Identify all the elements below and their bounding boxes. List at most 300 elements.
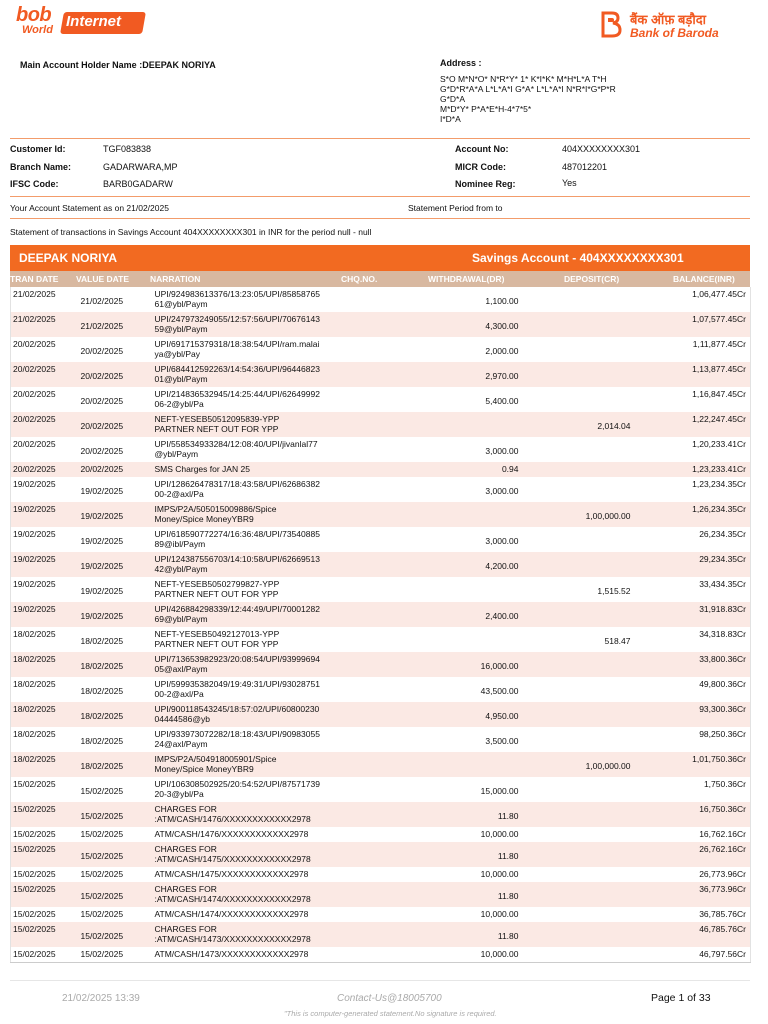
balance-cell: 29,234.35Cr <box>633 552 751 577</box>
withdrawal-cell: 4,300.00 <box>419 312 521 337</box>
chq-cell <box>343 652 419 677</box>
address-line: I*D*A <box>440 114 461 124</box>
value-date-cell: 18/02/2025 <box>79 627 153 652</box>
deposit-cell: 518.47 <box>521 627 633 652</box>
deposit-cell <box>521 602 633 627</box>
tran-date-cell: 20/02/2025 <box>11 387 79 412</box>
balance-cell: 36,773.96Cr <box>633 882 751 907</box>
balance-cell: 98,250.36Cr <box>633 727 751 752</box>
chq-cell <box>343 827 419 842</box>
narration-line: :ATM/CASH/1476/XXXXXXXXXXXX2978 <box>154 814 311 824</box>
col-value-date: VALUE DATE <box>76 274 130 284</box>
table-row <box>11 947 751 962</box>
col-chq-no: CHQ.NO. <box>341 274 378 284</box>
deposit-cell <box>521 922 633 947</box>
value-date-cell: 18/02/2025 <box>79 702 153 727</box>
narration-cell <box>153 702 343 727</box>
narration-line: UPI/124387556703/14:10:58/UPI/62669513 <box>154 554 320 564</box>
narration-line: 24@axl/Paym <box>154 739 208 749</box>
deposit-cell <box>521 907 633 922</box>
withdrawal-cell <box>419 502 521 527</box>
chq-cell <box>343 602 419 627</box>
narration-cell <box>153 337 343 362</box>
withdrawal-cell: 11.80 <box>419 882 521 907</box>
address-line: S*O M*N*O* N*R*Y* 1* K*I*K* M*H*L*A T*H <box>440 74 607 84</box>
chq-cell <box>343 907 419 922</box>
withdrawal-cell: 3,000.00 <box>419 437 521 462</box>
nominee-label: Nominee Reg: <box>455 179 516 189</box>
value-date-cell: 19/02/2025 <box>79 502 153 527</box>
balance-cell: 46,785.76Cr <box>633 922 751 947</box>
tran-date-cell: 20/02/2025 <box>11 337 79 362</box>
chq-cell <box>343 412 419 437</box>
tran-date-cell: 20/02/2025 <box>11 437 79 462</box>
narration-line: UPI/214836532945/14:25:44/UPI/62649992 <box>154 389 320 399</box>
balance-cell: 36,785.76Cr <box>633 907 751 922</box>
table-row <box>11 677 751 702</box>
table-row <box>11 527 751 552</box>
account-no-value: 404XXXXXXXX301 <box>562 144 641 154</box>
balance-cell: 93,300.36Cr <box>633 702 751 727</box>
statement-description: Statement of transactions in Savings Account 404XXXXXXXX301 in INR for the period null - null <box>10 227 372 237</box>
chq-cell <box>343 552 419 577</box>
bob-logo-text: bob <box>16 4 52 26</box>
withdrawal-cell <box>419 412 521 437</box>
table-row <box>11 477 751 502</box>
narration-cell <box>153 652 343 677</box>
micr-value: 487012201 <box>562 162 608 172</box>
narration-cell <box>153 362 343 387</box>
narration-line: 00-2@axl/Pa <box>154 489 204 499</box>
table-row <box>11 502 751 527</box>
balance-cell: 1,16,847.45Cr <box>633 387 751 412</box>
deposit-cell <box>521 677 633 702</box>
balance-cell: 31,918.83Cr <box>633 602 751 627</box>
narration-line: 00-2@axl/Pa <box>154 689 204 699</box>
narration-line: Money/Spice MoneyYBR9 <box>154 514 254 524</box>
tran-date-cell: 20/02/2025 <box>11 462 79 477</box>
narration-cell <box>153 477 343 502</box>
withdrawal-cell: 3,500.00 <box>419 727 521 752</box>
narration-cell <box>153 502 343 527</box>
value-date-cell: 19/02/2025 <box>79 577 153 602</box>
tran-date-cell: 21/02/2025 <box>11 312 79 337</box>
narration-line: @ybl/Paym <box>154 449 199 459</box>
value-date-cell: 20/02/2025 <box>79 362 153 387</box>
branch-label: Branch Name: <box>10 162 72 172</box>
withdrawal-cell <box>419 752 521 777</box>
internet-badge-text: Internet <box>66 13 122 30</box>
narration-cell <box>153 602 343 627</box>
deposit-cell <box>521 702 633 727</box>
table-row <box>11 727 751 752</box>
narration-line: ATM/CASH/1473/XXXXXXXXXXXX2978 <box>154 949 309 959</box>
balance-cell: 1,23,234.35Cr <box>633 477 751 502</box>
table-row <box>11 882 751 907</box>
deposit-cell <box>521 727 633 752</box>
tran-date-cell: 19/02/2025 <box>11 552 79 577</box>
ifsc-label: IFSC Code: <box>10 179 59 189</box>
tran-date-cell: 18/02/2025 <box>11 727 79 752</box>
value-date-cell: 20/02/2025 <box>79 437 153 462</box>
value-date-cell: 15/02/2025 <box>79 827 153 842</box>
narration-line: UPI/924983613376/13:23:05/UPI/85858765 <box>154 289 320 299</box>
account-no-label: Account No: <box>455 144 509 154</box>
deposit-cell <box>521 477 633 502</box>
col-withdrawal: WITHDRAWAL(DR) <box>428 274 505 284</box>
narration-line: 20-3@ybl/Pa <box>154 789 204 799</box>
withdrawal-cell: 15,000.00 <box>419 777 521 802</box>
tran-date-cell: 21/02/2025 <box>11 287 79 312</box>
chq-cell <box>343 777 419 802</box>
tran-date-cell: 18/02/2025 <box>11 677 79 702</box>
chq-cell <box>343 337 419 362</box>
divider <box>10 218 750 219</box>
narration-cell <box>153 387 343 412</box>
value-date-cell: 20/02/2025 <box>79 462 153 477</box>
withdrawal-cell: 5,400.00 <box>419 387 521 412</box>
narration-line: ATM/CASH/1474/XXXXXXXXXXXX2978 <box>154 909 309 919</box>
withdrawal-cell: 1,100.00 <box>419 287 521 312</box>
tran-date-cell: 18/02/2025 <box>11 627 79 652</box>
table-row <box>11 552 751 577</box>
customer-id-label: Customer Id: <box>10 144 66 154</box>
withdrawal-cell: 10,000.00 <box>419 827 521 842</box>
balance-cell: 26,773.96Cr <box>633 867 751 882</box>
deposit-cell <box>521 527 633 552</box>
balance-cell: 1,22,247.45Cr <box>633 412 751 437</box>
value-date-cell: 15/02/2025 <box>79 777 153 802</box>
tran-date-cell: 15/02/2025 <box>11 842 79 867</box>
table-row <box>11 842 751 867</box>
value-date-cell: 21/02/2025 <box>79 312 153 337</box>
value-date-cell: 15/02/2025 <box>79 907 153 922</box>
narration-line: UPI/426884298339/12:44:49/UPI/70001282 <box>154 604 320 614</box>
value-date-cell: 15/02/2025 <box>79 922 153 947</box>
deposit-cell <box>521 362 633 387</box>
narration-cell <box>153 627 343 652</box>
narration-line: NEFT-YESEB50512095839-YPP <box>154 414 280 424</box>
deposit-cell: 2,014.04 <box>521 412 633 437</box>
withdrawal-cell <box>419 627 521 652</box>
narration-line: IMPS/P2A/505015009886/Spice <box>154 504 277 514</box>
value-date-cell: 18/02/2025 <box>79 652 153 677</box>
table-row <box>11 412 751 437</box>
balance-cell: 1,26,234.35Cr <box>633 502 751 527</box>
value-date-cell: 15/02/2025 <box>79 882 153 907</box>
narration-cell <box>153 842 343 867</box>
narration-cell <box>153 922 343 947</box>
narration-line: 01@ybl/Paym <box>154 374 208 384</box>
address-label: Address : <box>440 58 482 68</box>
narration-cell <box>153 882 343 907</box>
table-row <box>11 602 751 627</box>
deposit-cell <box>521 802 633 827</box>
tran-date-cell: 15/02/2025 <box>11 827 79 842</box>
narration-line: UPI/599935382049/19:49:31/UPI/93028751 <box>154 679 320 689</box>
account-type-band: Savings Account - 404XXXXXXXX301 <box>472 251 684 265</box>
narration-line: 04444586@yb <box>154 714 210 724</box>
narration-line: SMS Charges for JAN 25 <box>154 464 250 474</box>
tran-date-cell: 15/02/2025 <box>11 867 79 882</box>
chq-cell <box>343 947 419 962</box>
deposit-cell <box>521 552 633 577</box>
narration-line: UPI/558534933284/12:08:40/UPI/jivanlal77 <box>154 439 318 449</box>
tran-date-cell: 18/02/2025 <box>11 752 79 777</box>
narration-cell <box>153 802 343 827</box>
deposit-cell <box>521 652 633 677</box>
narration-line: ya@ybl/Pay <box>154 349 200 359</box>
narration-line: UPI/128626478317/18:43:58/UPI/62686382 <box>154 479 320 489</box>
balance-cell: 26,234.35Cr <box>633 527 751 552</box>
withdrawal-cell: 43,500.00 <box>419 677 521 702</box>
tran-date-cell: 20/02/2025 <box>11 412 79 437</box>
balance-cell: 16,762.16Cr <box>633 827 751 842</box>
tran-date-cell: 19/02/2025 <box>11 527 79 552</box>
narration-cell <box>153 752 343 777</box>
balance-cell: 1,23,233.41Cr <box>633 462 751 477</box>
narration-cell <box>153 727 343 752</box>
tran-date-cell: 15/02/2025 <box>11 882 79 907</box>
balance-cell: 1,750.36Cr <box>633 777 751 802</box>
value-date-cell: 18/02/2025 <box>79 727 153 752</box>
chq-cell <box>343 677 419 702</box>
table-row <box>11 577 751 602</box>
deposit-cell <box>521 777 633 802</box>
deposit-cell <box>521 437 633 462</box>
value-date-cell: 20/02/2025 <box>79 412 153 437</box>
tran-date-cell: 18/02/2025 <box>11 702 79 727</box>
table-row <box>11 752 751 777</box>
deposit-cell <box>521 462 633 477</box>
narration-line: ATM/CASH/1475/XXXXXXXXXXXX2978 <box>154 869 309 879</box>
bank-name-english: Bank of Baroda <box>630 26 719 40</box>
deposit-cell <box>521 287 633 312</box>
chq-cell <box>343 752 419 777</box>
tran-date-cell: 19/02/2025 <box>11 577 79 602</box>
narration-line: Money/Spice MoneyYBR9 <box>154 764 254 774</box>
narration-line: :ATM/CASH/1474/XXXXXXXXXXXX2978 <box>154 894 311 904</box>
narration-line: ATM/CASH/1476/XXXXXXXXXXXX2978 <box>154 829 309 839</box>
table-row <box>11 802 751 827</box>
chq-cell <box>343 922 419 947</box>
deposit-cell <box>521 337 633 362</box>
deposit-cell <box>521 947 633 962</box>
value-date-cell: 18/02/2025 <box>79 677 153 702</box>
narration-cell <box>153 777 343 802</box>
narration-line: 59@ybl/Paym <box>154 324 208 334</box>
narration-line: UPI/106308502925/20:54:52/UPI/87571739 <box>154 779 320 789</box>
tran-date-cell: 18/02/2025 <box>11 652 79 677</box>
address-line: G*D*A <box>440 94 466 104</box>
narration-cell <box>153 867 343 882</box>
bank-name-hindi: बैंक ऑफ़ बड़ौदा <box>630 12 706 27</box>
value-date-cell: 19/02/2025 <box>79 527 153 552</box>
narration-cell <box>153 412 343 437</box>
withdrawal-cell: 2,000.00 <box>419 337 521 362</box>
narration-line: 89@ibl/Paym <box>154 539 206 549</box>
table-row <box>11 362 751 387</box>
narration-line: CHARGES FOR <box>154 844 217 854</box>
withdrawal-cell: 10,000.00 <box>419 867 521 882</box>
chq-cell <box>343 387 419 412</box>
chq-cell <box>343 362 419 387</box>
deposit-cell: 1,00,000.00 <box>521 502 633 527</box>
balance-cell: 49,800.36Cr <box>633 677 751 702</box>
withdrawal-cell <box>419 577 521 602</box>
divider <box>10 196 750 197</box>
narration-line: UPI/933973072282/18:18:43/UPI/90983055 <box>154 729 320 739</box>
generated-at: 21/02/2025 13:39 <box>62 993 140 1004</box>
col-tran-date: TRAN DATE <box>10 274 59 284</box>
balance-cell: 26,762.16Cr <box>633 842 751 867</box>
value-date-cell: 19/02/2025 <box>79 602 153 627</box>
address-line: G*D*R*A*A L*L*A*I G*A* L*L*A*I N*R*I*G*P*R <box>440 84 616 94</box>
deposit-cell <box>521 867 633 882</box>
chq-cell <box>343 502 419 527</box>
value-date-cell: 18/02/2025 <box>79 752 153 777</box>
col-deposit: DEPOSIT(CR) <box>564 274 620 284</box>
value-date-cell: 15/02/2025 <box>79 867 153 882</box>
nominee-value: Yes <box>562 178 577 188</box>
table-row <box>11 777 751 802</box>
tran-date-cell: 15/02/2025 <box>11 777 79 802</box>
table-row <box>11 827 751 842</box>
narration-cell <box>153 552 343 577</box>
withdrawal-cell: 2,970.00 <box>419 362 521 387</box>
table-row <box>11 652 751 677</box>
narration-line: 42@ybl/Paym <box>154 564 208 574</box>
value-date-cell: 15/02/2025 <box>79 802 153 827</box>
table-row <box>11 702 751 727</box>
narration-line: UPI/618590772274/16:36:48/UPI/73540885 <box>154 529 320 539</box>
holder-label: Main Account Holder Name <box>20 60 137 70</box>
balance-cell: 1,20,233.41Cr <box>633 437 751 462</box>
narration-cell <box>153 677 343 702</box>
withdrawal-cell: 10,000.00 <box>419 907 521 922</box>
tran-date-cell: 15/02/2025 <box>11 947 79 962</box>
ifsc-value: BARB0GADARW <box>103 179 173 189</box>
withdrawal-cell: 3,000.00 <box>419 477 521 502</box>
balance-cell: 46,797.56Cr <box>633 947 751 962</box>
narration-cell <box>153 827 343 842</box>
chq-cell <box>343 842 419 867</box>
balance-cell: 1,07,577.45Cr <box>633 312 751 337</box>
account-holder-band: DEEPAK NORIYA <box>19 251 118 265</box>
narration-line: :ATM/CASH/1475/XXXXXXXXXXXX2978 <box>154 854 311 864</box>
narration-line: PARTNER NEFT OUT FOR YPP <box>154 589 279 599</box>
chq-cell <box>343 437 419 462</box>
tran-date-cell: 15/02/2025 <box>11 922 79 947</box>
narration-line: UPI/713653982923/20:08:54/UPI/93999694 <box>154 654 320 664</box>
narration-cell <box>153 947 343 962</box>
table-row <box>11 462 751 477</box>
narration-cell <box>153 577 343 602</box>
value-date-cell: 21/02/2025 <box>79 287 153 312</box>
withdrawal-cell: 10,000.00 <box>419 947 521 962</box>
table-row <box>11 437 751 462</box>
tran-date-cell: 19/02/2025 <box>11 502 79 527</box>
narration-line: 05@axl/Paym <box>154 664 208 674</box>
deposit-cell <box>521 882 633 907</box>
page-indicator: Page 1 of 33 <box>651 992 711 1004</box>
balance-cell: 1,06,477.45Cr <box>633 287 751 312</box>
micr-label: MICR Code: <box>455 162 506 172</box>
table-row <box>11 337 751 362</box>
withdrawal-cell: 11.80 <box>419 922 521 947</box>
chq-cell <box>343 727 419 752</box>
withdrawal-cell: 3,000.00 <box>419 527 521 552</box>
balance-cell: 33,800.36Cr <box>633 652 751 677</box>
narration-line: 69@ybl/Paym <box>154 614 208 624</box>
narration-line: CHARGES FOR <box>154 884 217 894</box>
balance-cell: 1,11,877.45Cr <box>633 337 751 362</box>
value-date-cell: 15/02/2025 <box>79 842 153 867</box>
chq-cell <box>343 462 419 477</box>
withdrawal-cell: 0.94 <box>419 462 521 477</box>
narration-cell <box>153 312 343 337</box>
narration-line: UPI/247973249055/12:57:56/UPI/70676143 <box>154 314 320 324</box>
col-narration: NARRATION <box>150 274 201 284</box>
table-row <box>11 287 751 312</box>
deposit-cell: 1,515.52 <box>521 577 633 602</box>
value-date-cell: 19/02/2025 <box>79 552 153 577</box>
table-row <box>11 387 751 412</box>
narration-line: NEFT-YESEB50492127013-YPP <box>154 629 280 639</box>
value-date-cell: 15/02/2025 <box>79 947 153 962</box>
tran-date-cell: 20/02/2025 <box>11 362 79 387</box>
table-row <box>11 907 751 922</box>
col-balance: BALANCE(INR) <box>673 274 735 284</box>
statement-as-of: Your Account Statement as on 21/02/2025 <box>10 203 169 213</box>
chq-cell <box>343 577 419 602</box>
table-row <box>11 627 751 652</box>
narration-line: 06-2@ybl/Pa <box>154 399 204 409</box>
narration-line: UPI/691715379318/18:38:54/UPI/ram.malai <box>154 339 320 349</box>
customer-id-value: TGF083838 <box>103 144 152 154</box>
narration-cell <box>153 287 343 312</box>
chq-cell <box>343 527 419 552</box>
balance-cell: 34,318.83Cr <box>633 627 751 652</box>
narration-line: UPI/684412592263/14:54:36/UPI/96446823 <box>154 364 320 374</box>
chq-cell <box>343 882 419 907</box>
narration-line: UPI/900118543245/18:57:02/UPI/60800230 <box>154 704 320 714</box>
address-line: M*D*Y* P*A*E*H-4*7*5* <box>440 104 532 114</box>
bob-world-text: World <box>22 24 53 36</box>
narration-line: CHARGES FOR <box>154 924 217 934</box>
statement-period: Statement Period from to <box>408 203 503 213</box>
value-date-cell: 20/02/2025 <box>79 337 153 362</box>
footer-divider <box>10 980 750 981</box>
narration-cell <box>153 527 343 552</box>
table-row <box>11 867 751 882</box>
narration-line: PARTNER NEFT OUT FOR YPP <box>154 639 279 649</box>
withdrawal-cell: 11.80 <box>419 802 521 827</box>
chq-cell <box>343 312 419 337</box>
withdrawal-cell: 11.80 <box>419 842 521 867</box>
narration-line: :ATM/CASH/1473/XXXXXXXXXXXX2978 <box>154 934 311 944</box>
balance-cell: 33,434.35Cr <box>633 577 751 602</box>
narration-line: 61@ybl/Paym <box>154 299 208 309</box>
tran-date-cell: 19/02/2025 <box>11 477 79 502</box>
deposit-cell <box>521 842 633 867</box>
address-block <box>440 74 740 124</box>
tran-date-cell: 15/02/2025 <box>11 802 79 827</box>
account-holder <box>20 60 216 70</box>
deposit-cell <box>521 387 633 412</box>
branch-value: GADARWARA,MP <box>103 162 178 172</box>
divider <box>10 138 750 139</box>
